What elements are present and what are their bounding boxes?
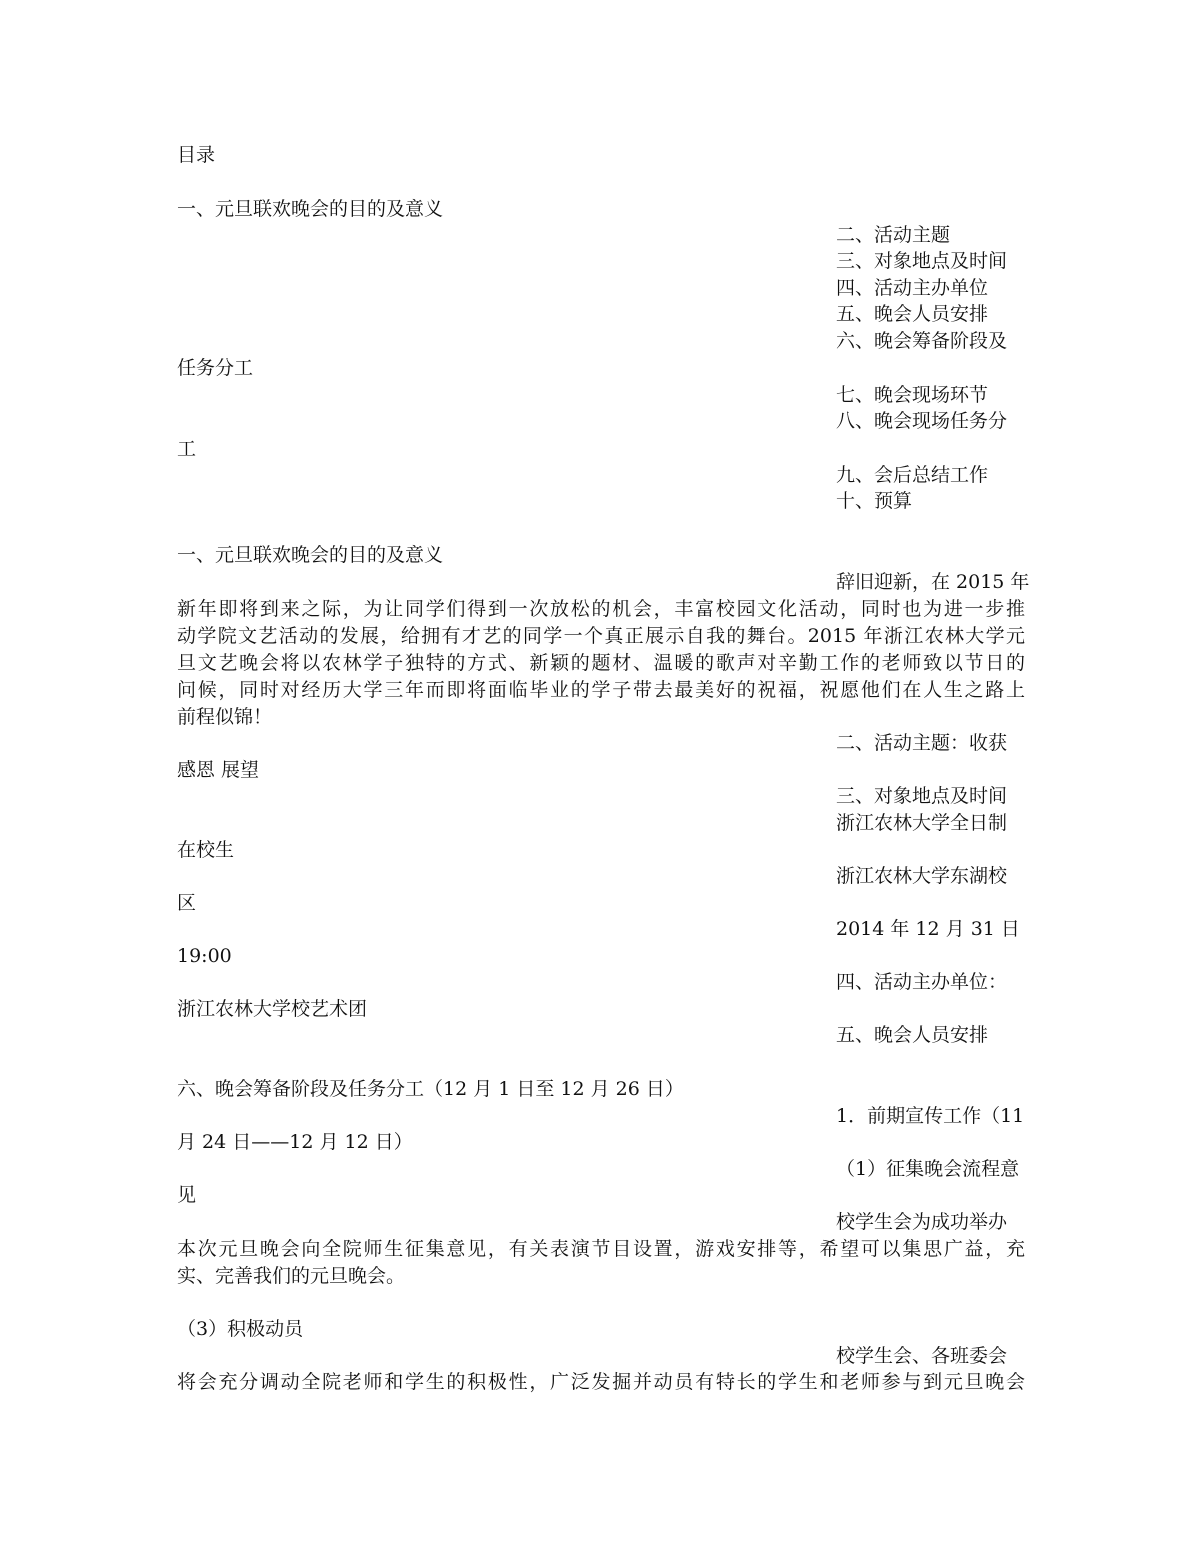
paragraph-line: 校学生会为成功举办 xyxy=(836,1211,1008,1233)
section-heading: 一、元旦联欢晚会的目的及意义 xyxy=(177,544,444,566)
toc-item: 一、元旦联欢晚会的目的及意义 xyxy=(177,198,444,220)
paragraph-line: 校学生会、各班委会 xyxy=(836,1345,1008,1367)
paragraph-line: 新年即将到来之际，为让同学们得到一次放松的机会，丰富校园文化活动，同时也为进一步推 xyxy=(177,598,1025,620)
section-heading: 五、晚会人员安排 xyxy=(836,1024,989,1046)
section-heading: 三、对象地点及时间 xyxy=(836,785,1008,807)
section-heading: 二、活动主题：收获 xyxy=(836,732,1008,754)
toc-item: 五、晚会人员安排 xyxy=(836,303,989,325)
paragraph-line: 2014 年 12 月 31 日 xyxy=(836,918,1020,940)
toc-item: 九、会后总结工作 xyxy=(836,464,989,486)
paragraph-line: （1）征集晚会流程意 xyxy=(836,1158,1020,1180)
toc-heading: 目录 xyxy=(177,144,216,166)
paragraph-line: 19:00 xyxy=(177,945,232,967)
toc-item: 任务分工 xyxy=(177,357,254,379)
toc-item: 二、活动主题 xyxy=(836,224,951,246)
section-heading: 六、晚会筹备阶段及任务分工（12 月 1 日至 12 月 26 日） xyxy=(177,1078,684,1100)
toc-item: 七、晚会现场环节 xyxy=(836,384,989,406)
toc-item: 六、晚会筹备阶段及 xyxy=(836,330,1008,352)
paragraph-line: 浙江农林大学全日制 xyxy=(836,812,1008,834)
paragraph-line: 将会充分调动全院老师和学生的积极性，广泛发掘并动员有特长的学生和老师参与到元旦晚会 xyxy=(177,1371,1025,1393)
paragraph-line: （3）积极动员 xyxy=(177,1318,304,1340)
paragraph-line: 见 xyxy=(177,1184,197,1206)
toc-item: 八、晚会现场任务分 xyxy=(836,410,1008,432)
paragraph-line: 1．前期宣传工作（11 xyxy=(836,1105,1025,1127)
paragraph-line: 实、完善我们的元旦晚会。 xyxy=(177,1265,406,1287)
paragraph-line: 月 24 日——12 月 12 日） xyxy=(177,1131,413,1153)
toc-item: 工 xyxy=(177,438,197,460)
paragraph-line: 区 xyxy=(177,892,197,914)
paragraph-line: 旦文艺晚会将以农林学子独特的方式、新颖的题材、温暖的歌声对辛勤工作的老师致以节日的 xyxy=(177,652,1025,674)
toc-item: 四、活动主办单位 xyxy=(836,277,989,299)
section-heading: 四、活动主办单位： xyxy=(836,971,1008,993)
paragraph-line: 在校生 xyxy=(177,839,235,861)
paragraph-line: 问候，同时对经历大学三年而即将面临毕业的学子带去最美好的祝福，祝愿他们在人生之路上 xyxy=(177,679,1025,701)
paragraph-line: 辞旧迎新，在 2015 年 xyxy=(836,571,1030,593)
paragraph-line: 前程似锦！ xyxy=(177,706,273,728)
paragraph-line: 浙江农林大学校艺术团 xyxy=(177,998,368,1020)
paragraph-line: 浙江农林大学东湖校 xyxy=(836,865,1008,887)
toc-item: 三、对象地点及时间 xyxy=(836,250,1008,272)
toc-item: 十、预算 xyxy=(836,490,913,512)
paragraph-line: 感恩 展望 xyxy=(177,759,260,781)
paragraph-line: 动学院文艺活动的发展，给拥有才艺的同学一个真正展示自我的舞台。2015 年浙江农林大学元 xyxy=(177,625,1025,647)
paragraph-line: 本次元旦晚会向全院师生征集意见，有关表演节目设置，游戏安排等，希望可以集思广益，充 xyxy=(177,1238,1025,1260)
